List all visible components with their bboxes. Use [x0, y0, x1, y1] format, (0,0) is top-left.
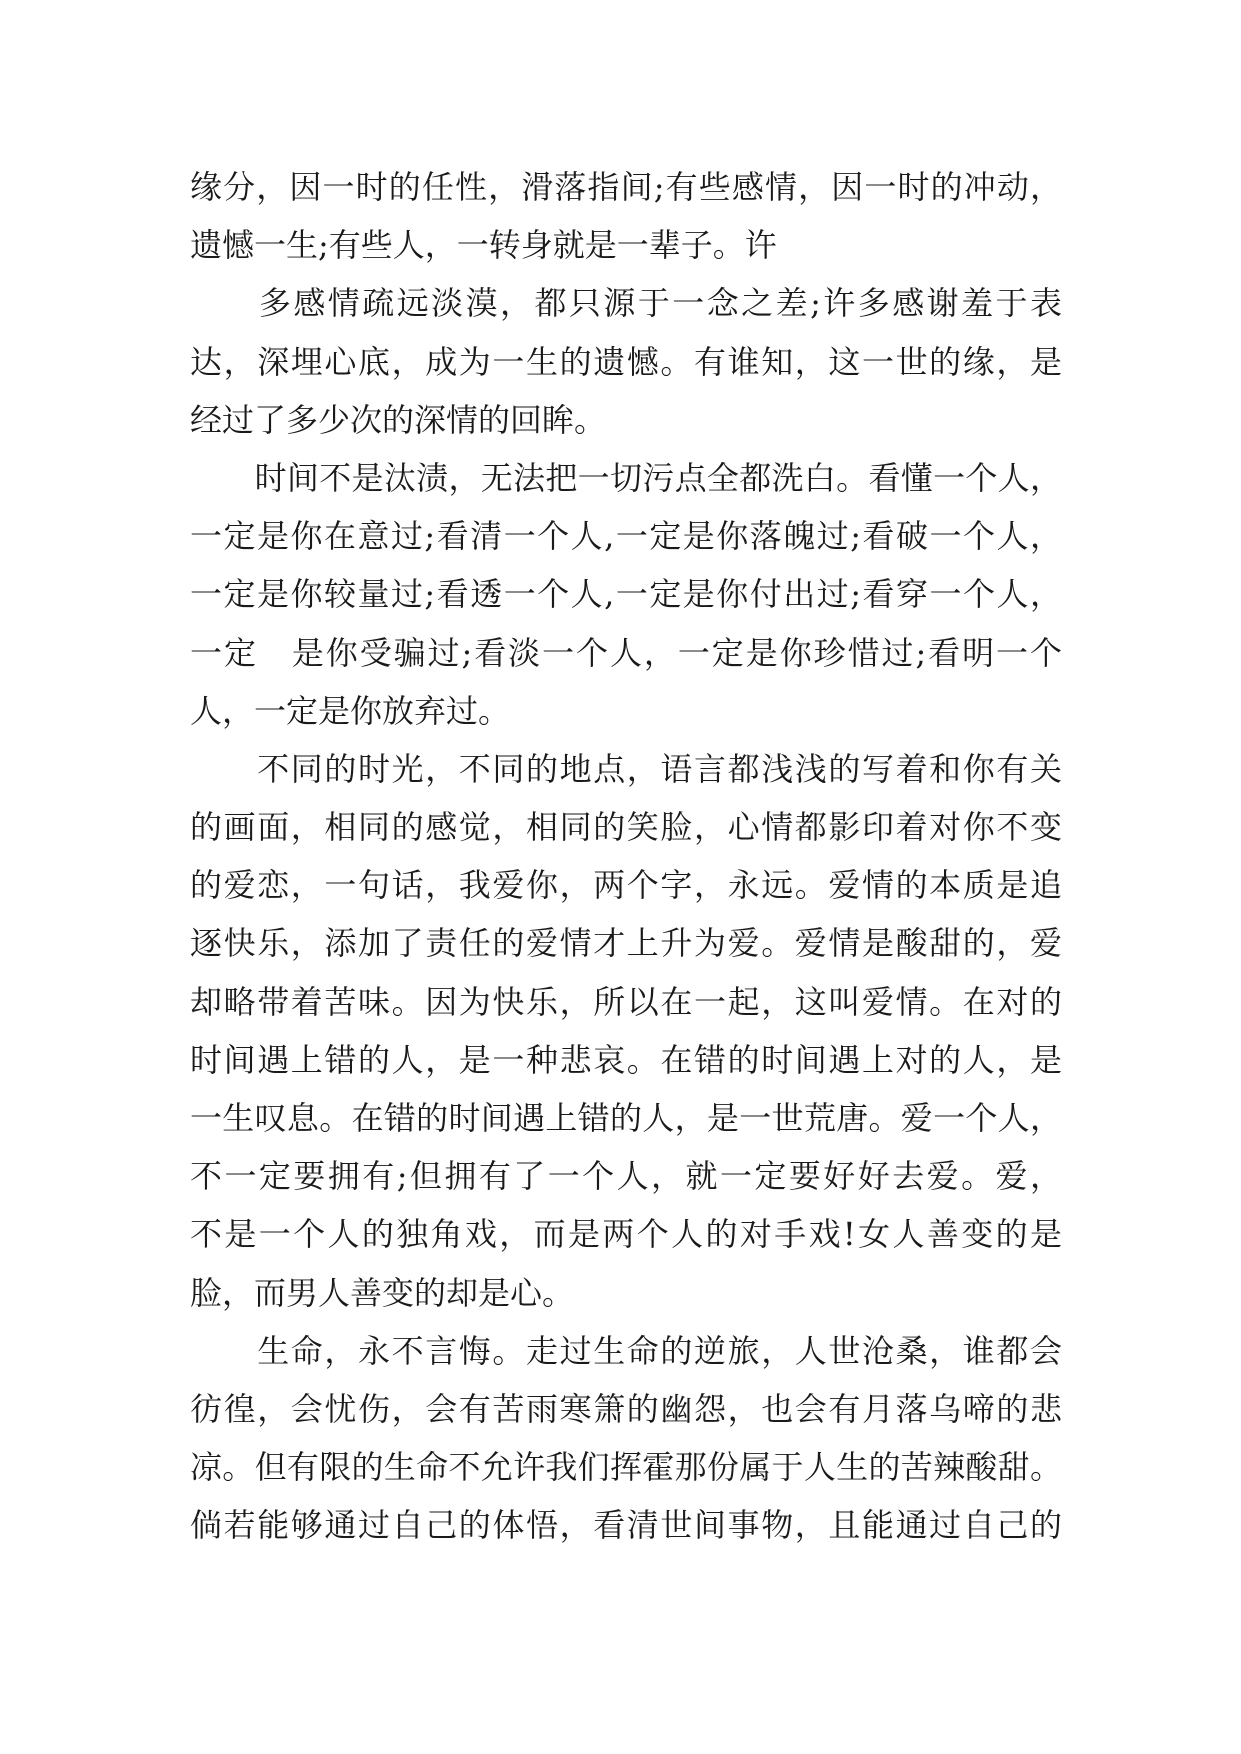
text-line: 逐快乐，添加了责任的爱情才上升为爱。爱情是酸甜的，爱	[190, 924, 1062, 963]
text-line: 倘若能够通过自己的体悟，看清世间事物，且能通过自己的	[190, 1506, 1062, 1545]
text-line: 一定是你在意过;看清一个人,一定是你落魄过;看破一个人，	[190, 517, 1062, 556]
text-line: 的爱恋，一句话，我爱你，两个字，永远。爱情的本质是追	[190, 866, 1062, 905]
text-line: 遗憾一生;有些人，一转身就是一辈子。许	[190, 226, 777, 265]
text-line: 凉。但有限的生命不允许我们挥霍那份属于人生的苦辣酸甜。	[190, 1448, 1062, 1487]
text-line: 时间遇上错的人，是一种悲哀。在错的时间遇上对的人，是	[190, 1040, 1062, 1079]
body-text	[190, 158, 1062, 1555]
text-line: 脸，而男人善变的却是心。	[190, 1273, 575, 1312]
text-line: 经过了多少次的深情的回眸。	[190, 400, 607, 439]
text-line: 缘分，因一时的任性，滑落指间;有些感情，因一时的冲动，	[190, 168, 1062, 206]
text-line: 不同的时光，不同的地点，语言都浅浅的写着和你有关	[190, 749, 1062, 788]
text-line: 一生叹息。在错的时间遇上错的人，是一世荒唐。爱一个人，	[190, 1099, 1062, 1137]
text-line: 一定是你较量过;看透一个人,一定是你付出过;看穿一个人，	[190, 575, 1062, 614]
text-line: 达，深埋心底，成为一生的遗憾。有谁知，这一世的缘，是	[190, 342, 1062, 381]
text-line: 彷徨，会忧伤，会有苦雨寒箫的幽怨，也会有月落乌啼的悲	[190, 1389, 1062, 1428]
text-line: 却略带着苦味。因为快乐，所以在一起，这叫爱情。在对的	[190, 982, 1062, 1021]
text-line: 人，一定是你放弃过。	[190, 691, 511, 730]
text-line: 生命，永不言悔。走过生命的逆旅，人世沧桑，谁都会	[190, 1331, 1062, 1370]
text-line: 的画面，相同的感觉，相同的笑脸，心情都影印着对你不变	[190, 808, 1062, 847]
text-line: 一定 是你受骗过;看淡一个人，一定是你珍惜过;看明一个	[190, 633, 1062, 672]
text-line: 时间不是汰渍，无法把一切污点全都洗白。看懂一个人，	[190, 458, 1062, 497]
text-line: 不是一个人的独角戏，而是两个人的对手戏!女人善变的是	[190, 1215, 1062, 1254]
text-line: 不一定要拥有;但拥有了一个人，就一定要好好去爱。爱，	[190, 1157, 1062, 1196]
text-line: 多感情疏远淡漠，都只源于一念之差;许多感谢羞于表	[190, 284, 1062, 323]
